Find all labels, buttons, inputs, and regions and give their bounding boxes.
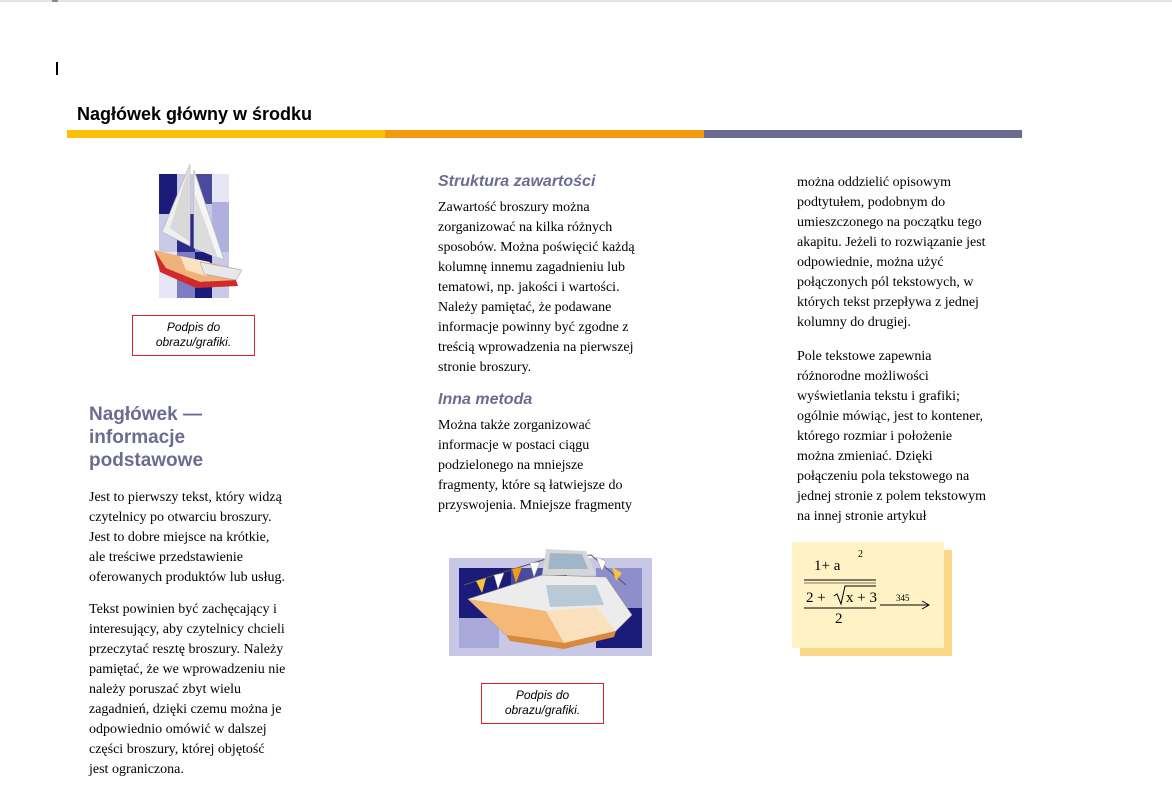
caption-line: obrazu/grafiki. [155, 335, 232, 349]
formula-denominator-bottom: 2 [835, 611, 843, 627]
structure-paragraph: Zawartość broszury można zorganizować na kilka różnych sposobów. Można poświęcić każdą kolumnę innemu zagadnieniu lub tematowi, np. jakości i wartości. Należy pamiętać, że podawane informacje powinny być zgodne z treścią wprowadzenia na pierwszej stronie broszury. [438, 200, 635, 375]
subheading-other-method: Inna metoda [438, 391, 533, 408]
formula-radicand: x + 3 [846, 590, 877, 606]
column-2-text[interactable] [438, 172, 668, 516]
window-top-border [0, 0, 1172, 2]
title-rule-purple [704, 130, 1022, 138]
image-caption-2[interactable] [481, 683, 604, 724]
ruler-marker [52, 0, 58, 2]
formula-exponent: 2 [858, 549, 863, 560]
arrow-label: 345 [896, 593, 910, 603]
formula-graphic [792, 542, 944, 648]
column-3-text[interactable] [797, 173, 1017, 527]
heading-line: Nagłówek — [89, 404, 202, 425]
formula-denominator-left: 2 + [806, 590, 826, 606]
column-3-paragraph-2: Pole tekstowe zapewnia różnorodne możliwości wyświetlania tekstu i grafiki; ogólnie mówiąc, jest to kontener, którego rozmiar i położenie można zmieniać. Dzięki połączeniu pola tekstowego na jednej stronie z polem tekstowym na innej stronie artykuł [797, 349, 986, 524]
image-caption-1[interactable] [132, 315, 255, 356]
sailboat-clipart[interactable] [140, 162, 250, 302]
other-method-paragraph: Można także zorganizować informacje w postaci ciągu podzielonego na mniejsze fragmenty, które są łatwiejsze do przyswojenia. Mniejsze fragmenty [438, 418, 632, 513]
section-heading-basic-info [89, 403, 289, 472]
title-rule-orange [385, 130, 704, 138]
subheading-structure: Struktura zawartości [438, 173, 596, 190]
intro-paragraph-2: Tekst powinien być zachęcający i interesujący, aby czytelnicy chcieli przeczytać resztę broszury. Należy pamiętać, że we wprowadzeniu nie należy poruszać zbyt wielu zagadnień, dzięki czemu można je odpowiednio omówić w dalszej części broszury, której objętość jest ograniczona. [89, 602, 286, 777]
caption-line: Podpis do [515, 688, 570, 702]
column-1-text[interactable] [89, 488, 314, 780]
caption-line: obrazu/grafiki. [504, 703, 581, 717]
formula-numerator: 1+ a [814, 558, 841, 574]
intro-paragraph-1: Jest to pierwszy tekst, który widzą czytelnicy po otwarciu broszury. Jest to dobre miejsce na krótkie, ale treściwe przedstawienie oferowanych produktów lub usług. [89, 490, 285, 585]
column-3-paragraph-1: można oddzielić opisowym podtytułem, podobnym do umieszczonego na początku tego akapitu. Jeżeli to rozwiązanie jest odpowiednie, można użyć połączonych pól tekstowych, w których tekst przepływa z jednej kolumny do drugiej. [797, 175, 986, 330]
page-title: Nagłówek główny w środku [77, 104, 313, 124]
heading-line: informacje [89, 427, 186, 448]
text-cursor [56, 62, 58, 75]
caption-line: Podpis do [166, 320, 221, 334]
motorboat-clipart[interactable] [446, 545, 652, 660]
title-rule-yellow [67, 130, 385, 138]
formula-box[interactable] [792, 542, 944, 648]
heading-line: podstawowe [89, 450, 204, 471]
